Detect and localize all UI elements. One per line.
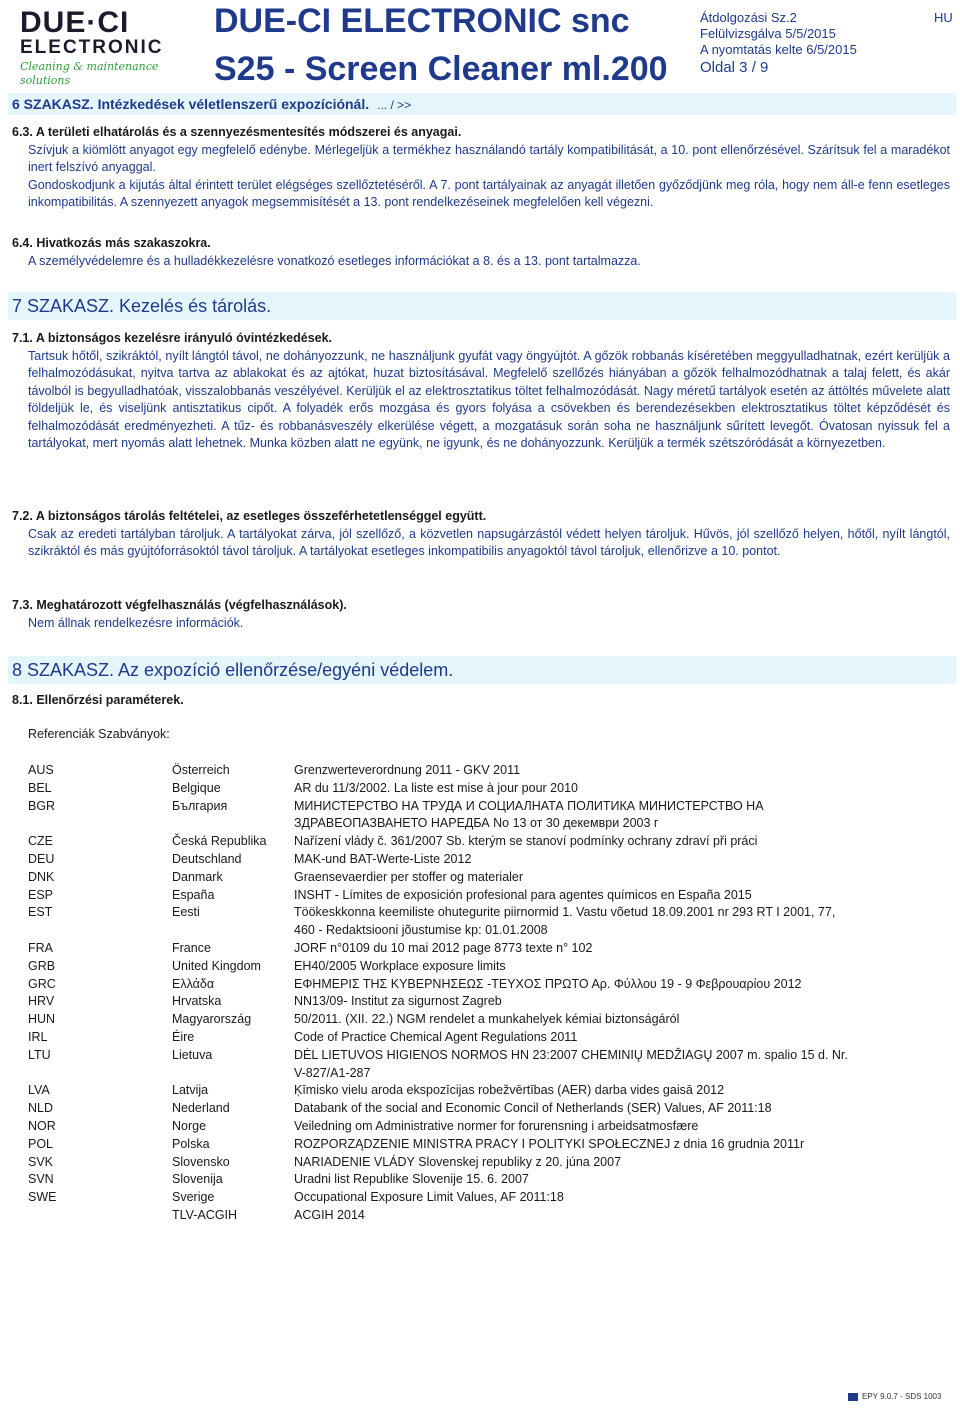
reference-text: Code of Practice Chemical Agent Regulations 2011 xyxy=(294,1029,578,1044)
table-row xyxy=(28,922,938,940)
reference-code: NOR xyxy=(28,1118,56,1133)
table-row xyxy=(28,1082,938,1100)
print-date: A nyomtatás kelte 6/5/2015 xyxy=(700,42,857,57)
reference-text: ACGIH 2014 xyxy=(294,1207,365,1222)
logo-wordmark: DUE·CI xyxy=(20,6,130,39)
table-row xyxy=(28,833,938,851)
section-6-4 xyxy=(12,235,950,270)
subsection-8-1-title: 8.1. Ellenőrzési paraméterek. xyxy=(12,693,184,707)
reference-country: France xyxy=(172,940,211,955)
subsection-7-2-text: Csak az eredeti tartályban tároljuk. A tartályokat zárva, jól szellőző, a közvetlen napsugárzástól védett helyen tároljuk. Hűvös, jól szellőző helyen, hőtől, nyílt lángtól, szikráktól és más gyújtóforrásoktól távol tároljuk. A tartályokat esetleges inkompatibilis anyagoktól távol tároljuk, ellenőrizve a 10. pontot. xyxy=(28,526,950,558)
reference-code: DNK xyxy=(28,869,55,884)
reference-country: Belgique xyxy=(172,780,221,795)
reference-country xyxy=(172,815,294,833)
subsection-7-1-title: 7.1. A biztonságos kezelésre irányuló óvintézkedések. xyxy=(12,331,333,345)
subsection-6-3-title: 6.3. A területi elhatárolás és a szennyezésmentesítés módszerei és anyagai. xyxy=(12,125,462,139)
table-row xyxy=(28,1189,938,1207)
logo-tagline: Cleaning & maintenance solutions xyxy=(20,60,159,87)
section-7-1 xyxy=(12,330,950,453)
reference-country: Sverige xyxy=(172,1190,215,1205)
reference-country: Česká Republika xyxy=(172,834,267,849)
table-row xyxy=(28,993,938,1011)
reference-code: SWE xyxy=(28,1190,57,1205)
reference-code: SVN xyxy=(28,1172,54,1187)
table-row xyxy=(28,1047,938,1065)
reference-country: Slovenija xyxy=(172,1172,223,1187)
reference-code: DEU xyxy=(28,851,55,866)
table-row xyxy=(28,887,938,905)
reference-text: 50/2011. (XII. 22.) NGM rendelet a munkahelyek kémiai biztonságáról xyxy=(294,1012,680,1027)
reference-text: 460 - Redaktsiooni jõustumise kp: 01.01.2008 xyxy=(294,923,548,938)
reference-country: Danmark xyxy=(172,869,223,884)
reference-code: HRV xyxy=(28,994,55,1009)
table-row xyxy=(28,1171,938,1189)
table-row xyxy=(28,940,938,958)
section-8-1 xyxy=(12,692,950,710)
subsection-6-3-text-2: Gondoskodjunk a kijutás által érintett terület elégséges szellőztetéséről. A 7. pont tartályainak az anyagát illetően győződjünk meg róla, hogy nem áll-e fenn esetleges inkompatibilitás. A szennyezett anyagok megsemmisítését a 13. pont rendelkezéseinek megfelelően kell végezni. xyxy=(28,177,950,209)
reference-code: HUN xyxy=(28,1012,56,1027)
subsection-7-1-text: Tartsuk hőtől, szikráktól, nyílt lángtól távol, ne dohányozzunk, ne használjunk gyufát vagy öngyújtót. A gőzök robbanás kíséretében meggyulladhatnak, ezért kerüljük a felhalmozódásukat, nyitva tartva az ablakokat és az ajtókat, huzat biztosításával. Megfelelő szellőzés hiányában a gőzök felhalmozódhatnak a talaj felett, és akár távolból is begyulladhatóak, visszalobbanás veszélyével. Kerüljük el az elektrosztatikus töltet felhalmozódását. Nagy méretű tartályok esetén az áttöltés művelete alatt földeljük le, és viseljünk antisztatikus cipőt. A folyadék erős mozgása és gyors folyása a csövekben és berendezésekben elektrosztatikus töltet képződését és felhalmozódását eredményezheti. A tűz- és robbanásveszély elkerülése végett, a mozgatásuk során soha ne használjunk sűrített levegőt. Óvatosan nyissuk fel a tartályokat, mert nyomás alatt lehetnek. Munka közben alatt ne együnk, ne igyunk, és ne dohányozzunk. Kerüljük a termék szétszóródását a környezetben. xyxy=(28,348,950,450)
reference-text: EH40/2005 Workplace exposure limits xyxy=(294,958,506,973)
table-row xyxy=(28,1029,938,1047)
reference-text: ROZPORZĄDZENIE MINISTRA PRACY I POLITYKI SPOŁECZNEJ z dnia 16 grudnia 2011r xyxy=(294,1136,805,1151)
logo-subword: ELECTRONIC xyxy=(20,37,164,58)
table-row xyxy=(28,762,938,780)
table-row xyxy=(28,976,938,994)
reference-text: Veiledning om Administrative normer for forurensning i arbeidsatmosfære xyxy=(294,1118,699,1133)
section-6-bar xyxy=(8,93,956,115)
table-row xyxy=(28,815,938,833)
table-row xyxy=(28,1136,938,1154)
subsection-7-2-title: 7.2. A biztonságos tárolás feltételei, az esetleges összeférhetetlenséggel együtt. xyxy=(12,509,487,523)
subsection-7-3-text: Nem állnak rendelkezésre információk. xyxy=(28,615,244,630)
subsection-6-4-text: A személyvédelemre és a hulladékkezelésre vonatkozó esetleges információkat a 8. és a 13. pont tartalmazza. xyxy=(28,253,641,268)
page-footer xyxy=(848,1392,941,1401)
reference-code: POL xyxy=(28,1136,54,1151)
reference-code: AUS xyxy=(28,763,54,777)
section-8-bar: 8 SZAKASZ. Az expozíció ellenőrzése/egyéni védelem. xyxy=(8,656,956,684)
epy-logo-icon xyxy=(848,1393,858,1401)
reference-text: JORF n°0109 du 10 mai 2012 page 8773 texte n° 102 xyxy=(294,940,593,955)
table-row xyxy=(28,1118,938,1136)
reference-country: TLV-ACGIH xyxy=(172,1207,238,1222)
reference-country: United Kingdom xyxy=(172,958,261,973)
section-6-3 xyxy=(12,124,950,212)
reference-code: GRC xyxy=(28,976,56,991)
section-7-2 xyxy=(12,508,950,561)
reference-country: Norge xyxy=(172,1118,207,1133)
reference-country: Deutschland xyxy=(172,851,242,866)
reference-text: МИНИСТЕРСТВО НА ТРУДА И СОЦИАЛНАТА ПОЛИТИКА МИНИСТЕРСТВО НА xyxy=(294,798,764,813)
table-row xyxy=(28,780,938,798)
reference-code: SVK xyxy=(28,1154,54,1169)
reference-code: ESP xyxy=(28,887,54,902)
reference-text: AR du 11/3/2002. La liste est mise à jour pour 2010 xyxy=(294,780,578,795)
reference-country: Éire xyxy=(172,1029,195,1044)
reference-text: Nařízení vlády č. 361/2007 Sb. kterým se stanoví podmínky ochrany zdraví při práci xyxy=(294,834,758,849)
reference-standards-table xyxy=(28,762,938,1225)
reference-text: Occupational Exposure Limit Values, AF 2011:18 xyxy=(294,1190,564,1205)
reference-country: Nederland xyxy=(172,1101,230,1116)
reference-country: Magyarország xyxy=(172,1012,252,1027)
reference-text: NN13/09- Institut za sigurnost Zagreb xyxy=(294,994,502,1009)
reference-text: Graensevaerdier per stoffer og materialer xyxy=(294,869,524,884)
reference-code: LVA xyxy=(28,1083,50,1098)
section-7-bar: 7 SZAKASZ. Kezelés és tárolás. xyxy=(8,292,956,320)
reference-text: DĖL LIETUVOS HIGIENOS NORMOS HN 23:2007 CHEMINIŲ MEDŽIAGŲ 2007 m. spalio 15 d. Nr. xyxy=(294,1047,848,1062)
table-row xyxy=(28,869,938,887)
subsection-6-3-text-1: Szívjuk a kiömlött anyagot egy megfelelő edénybe. Mérlegeljük a termékhez használandó tartály kompatibilitását, a 10. pont ellenőrzésével. Szárítsuk fel a maradékot inert felszívó anyaggal. xyxy=(28,142,950,174)
reference-text: NARIADENIE VLÁDY Slovenskej republiky z 20. júna 2007 xyxy=(294,1154,622,1169)
reference-country: Polska xyxy=(172,1136,210,1151)
reference-text: Uradni list Republike Slovenije 15. 6. 2007 xyxy=(294,1172,529,1187)
reference-text: INSHT - Límites de exposición profesional para agentes químicos en España 2015 xyxy=(294,887,752,902)
section-6-title: 6 SZAKASZ. Intézkedések véletlenszerű expozíciónál. xyxy=(12,96,370,112)
continued-marker: ... / >> xyxy=(377,98,412,112)
subsection-7-3-title: 7.3. Meghatározott végfelhasználás (végfelhasználások). xyxy=(12,598,347,612)
reference-code: CZE xyxy=(28,834,53,849)
revision-number: Átdolgozási Sz.2 xyxy=(700,10,797,25)
table-row xyxy=(28,798,938,816)
product-name: S25 - Screen Cleaner ml.200 xyxy=(214,50,668,88)
reference-country: Slovensko xyxy=(172,1154,230,1169)
subsection-6-4-title: 6.4. Hivatkozás más szakaszokra. xyxy=(12,236,211,250)
reference-code: FRA xyxy=(28,940,53,955)
company-logo xyxy=(20,8,200,88)
section-7-3 xyxy=(12,597,950,632)
reference-country: Ελλάδα xyxy=(172,976,215,991)
reference-code xyxy=(28,1065,172,1083)
reference-code: LTU xyxy=(28,1047,51,1062)
reference-code: IRL xyxy=(28,1029,48,1044)
table-row xyxy=(28,1065,938,1083)
reference-text: ЗДРАВЕОПАЗВАНЕТО НАРЕДБА No 13 от 30 декември 2003 г xyxy=(294,816,659,831)
table-row xyxy=(28,1100,938,1118)
reference-code xyxy=(28,1207,172,1225)
page-number: Oldal 3 / 9 xyxy=(700,59,769,76)
reference-country: Latvija xyxy=(172,1083,209,1098)
reference-code: BGR xyxy=(28,798,56,813)
reference-code xyxy=(28,922,172,940)
reference-country: Lietuva xyxy=(172,1047,213,1062)
reference-code: BEL xyxy=(28,780,52,795)
footer-version: EPY 9.0.7 - SDS 1003 xyxy=(862,1392,942,1401)
table-row xyxy=(28,1154,938,1172)
document-meta xyxy=(700,10,857,76)
table-row xyxy=(28,1207,938,1225)
reference-text: Töökeskkonna keemiliste ohutegurite piirnormid 1. Vastu võetud 18.09.2001 nr 293 RT I 2001, 77, xyxy=(294,905,836,920)
reference-country: България xyxy=(172,798,228,813)
table-row xyxy=(28,904,938,922)
reference-text: ΕΦΗΜΕΡΙΣ ΤΗΣ ΚΥΒΕΡΝΗΣΕΩΣ -ΤΕΥΧΟΣ ΠΡΩΤΟ Αρ. Φύλλου 19 - 9 Φεβρουαρίου 2012 xyxy=(294,976,802,991)
table-row xyxy=(28,958,938,976)
reference-text: MAK-und BAT-Werte-Liste 2012 xyxy=(294,851,472,866)
reference-country: Hrvatska xyxy=(172,994,222,1009)
reference-text: Ķīmisko vielu aroda ekspozīcijas robežvērtības (AER) darba vides gaisā 2012 xyxy=(294,1083,725,1098)
reference-country: Österreich xyxy=(172,763,230,777)
reference-country: Eesti xyxy=(172,905,200,920)
reference-code: EST xyxy=(28,905,53,920)
reference-text: Grenzwerteverordnung 2011 - GKV 2011 xyxy=(294,763,521,777)
page-header xyxy=(0,0,960,92)
review-date: Felülvizsgálva 5/5/2015 xyxy=(700,26,836,41)
company-name: DUE-CI ELECTRONIC snc xyxy=(214,2,630,40)
reference-country: España xyxy=(172,887,215,902)
reference-code xyxy=(28,815,172,833)
reference-code: GRB xyxy=(28,958,56,973)
references-label: Referenciák Szabványok: xyxy=(28,727,170,741)
table-row xyxy=(28,851,938,869)
reference-country xyxy=(172,1065,294,1083)
language-code: HU xyxy=(934,10,953,25)
reference-text: Databank of the social and Economic Concil of Netherlands (SER) Values, AF 2011:18 xyxy=(294,1101,772,1116)
reference-text: V-827/A1-287 xyxy=(294,1065,371,1080)
reference-code: NLD xyxy=(28,1101,54,1116)
table-row xyxy=(28,1011,938,1029)
reference-country xyxy=(172,922,294,940)
